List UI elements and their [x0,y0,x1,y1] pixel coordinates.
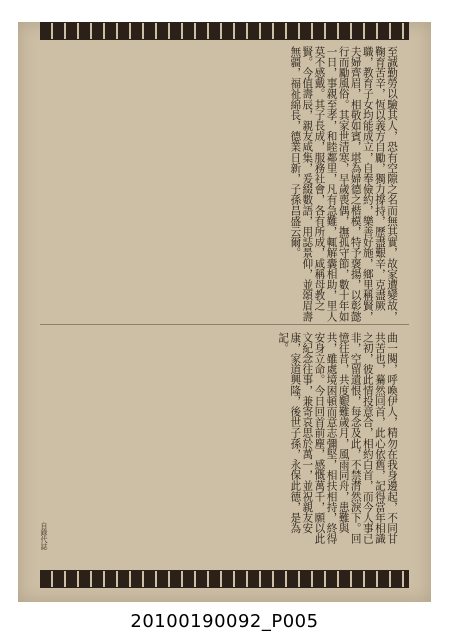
document-page [18,22,431,602]
decorative-border-top [40,22,409,40]
decorative-border-bottom [40,570,409,588]
image-caption: 20100190092_P005 [130,611,319,632]
lower-text-block: 曲一闋，呼喚伊人，精勿在我身邊起，不同甘共苦也，驀然回首，此心依舊，記得當年相識之初，彼此情投意合，相約白首，而今人事已非，空留遺恨，每念及此，不禁潸然淚下。回憶往昔，共度艱難歲月，風雨同舟，患難與共，雖處境困頓而意志彌堅，相扶相持，終得安身立命。今日回首前塵，感慨萬千，願以此文紀念往事，兼寄哀思於萬一，並祝親友安康，家道興隆，後世子孫，永保此德，是為記。 [277,332,398,544]
upper-text-block: 至誠勤勞以驗其人，恐有空隙之名而無其實，故家遭變故，鞠育苦辛，恆以義方自勵，獨力撐持，歷盡艱辛，克盡厥職，教育子女均能成立，自奉儉約，樂善好施，鄉里稱賢，夫婦齊眉，相敬如賓，堪為婦德之楷模，特予褒揚，以彰懿行而勵風俗。其家世清寒，早歲喪偶，撫孤守節，數十年如一日，事親至孝，和睦鄰里，凡有急難，輒解囊相助，里人莫不感戴。其子長成，服務社會，各有所成，咸稱母教之賢。今值壽辰，親友咸集，爰綴數語，用誌景仰，並頌眉壽無疆，福祉綿長，德業日新，子孫昌盛云爾。 [289,46,398,322]
section-divider [40,324,409,325]
end-note: 自錄代誌 [40,522,48,550]
